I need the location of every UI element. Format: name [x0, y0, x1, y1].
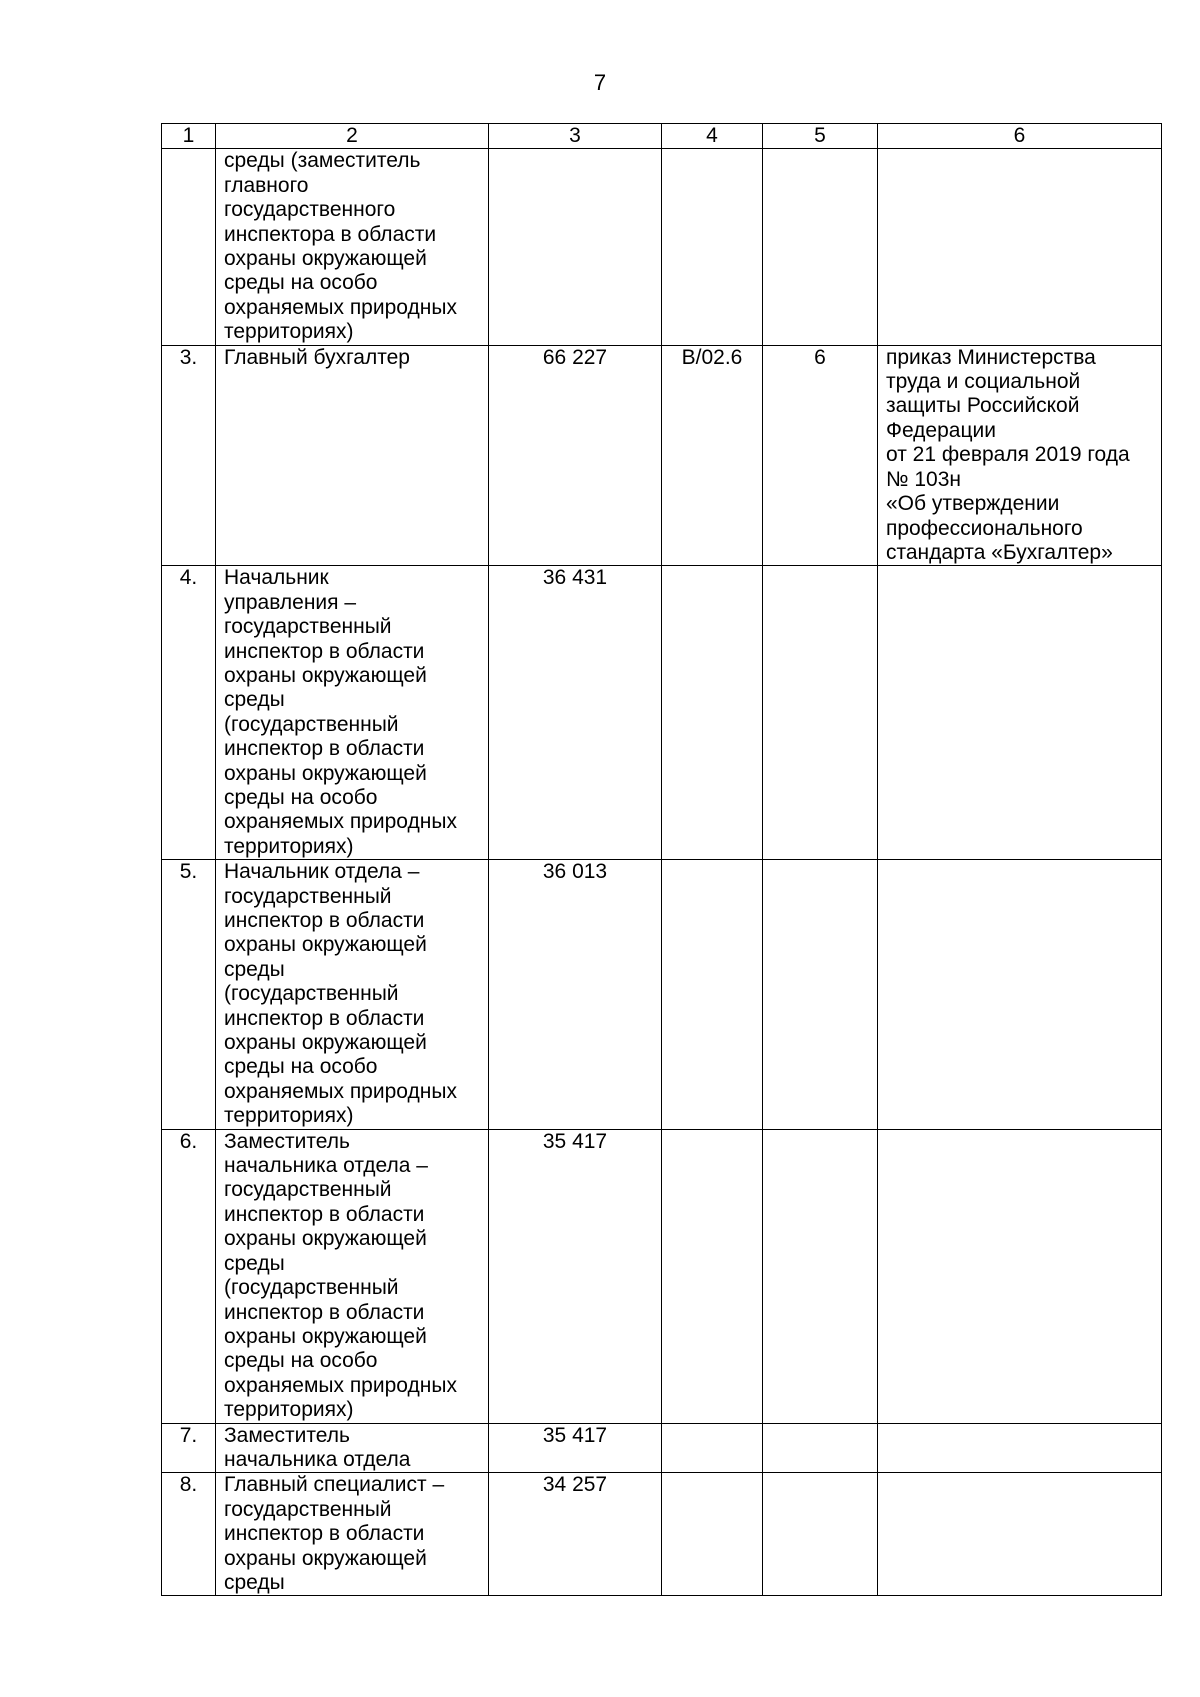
- column-header: 1: [162, 124, 216, 149]
- salary-cell: 36 013: [489, 860, 662, 1129]
- function-code-cell: [662, 1129, 763, 1423]
- table-row: [162, 566, 1162, 860]
- table-row: [162, 345, 1162, 566]
- position-name-cell: Главный бухгалтер: [216, 345, 489, 566]
- table-header-row: [162, 124, 1162, 149]
- row-number-cell: 5.: [162, 860, 216, 1129]
- row-number-cell: [162, 149, 216, 345]
- row-number-cell: 4.: [162, 566, 216, 860]
- standard-document-cell: [878, 1473, 1162, 1596]
- standard-document-cell: [878, 1423, 1162, 1473]
- staff-table: [161, 123, 1162, 1596]
- column-header: 3: [489, 124, 662, 149]
- function-code-cell: [662, 1423, 763, 1473]
- table-row: [162, 149, 1162, 345]
- standard-document-cell: [878, 1129, 1162, 1423]
- function-code-cell: [662, 860, 763, 1129]
- qualification-level-cell: [763, 860, 878, 1129]
- salary-cell: 36 431: [489, 566, 662, 860]
- position-name-cell: Начальник отдела – государственный инспектор в области охраны окружающей среды (государственный инспектор в области охраны окружающей среды на особо охраняемых природных территориях): [216, 860, 489, 1129]
- position-name-cell: Заместитель начальника отдела: [216, 1423, 489, 1473]
- qualification-level-cell: [763, 1473, 878, 1596]
- table-row: [162, 1473, 1162, 1596]
- salary-cell: [489, 149, 662, 345]
- salary-cell: 35 417: [489, 1129, 662, 1423]
- standard-document-cell: [878, 566, 1162, 860]
- position-name-cell: Начальник управления – государственный инспектор в области охраны окружающей среды (государственный инспектор в области охраны окружающей среды на особо охраняемых природных территориях): [216, 566, 489, 860]
- standard-document-cell: [878, 149, 1162, 345]
- column-header: 2: [216, 124, 489, 149]
- table-row: [162, 860, 1162, 1129]
- standard-document-cell: [878, 860, 1162, 1129]
- qualification-level-cell: [763, 1129, 878, 1423]
- qualification-level-cell: 6: [763, 345, 878, 566]
- function-code-cell: [662, 149, 763, 345]
- salary-cell: 34 257: [489, 1473, 662, 1596]
- function-code-cell: В/02.6: [662, 345, 763, 566]
- table-row: [162, 1423, 1162, 1473]
- column-header: 5: [763, 124, 878, 149]
- function-code-cell: [662, 566, 763, 860]
- row-number-cell: 6.: [162, 1129, 216, 1423]
- standard-document-cell: приказ Министерства труда и социальной защиты Российской Федерации от 21 февраля 2019 года № 103н «Об утверждении профессионального стандарта «Бухгалтер»: [878, 345, 1162, 566]
- salary-cell: 66 227: [489, 345, 662, 566]
- table-row: [162, 1129, 1162, 1423]
- row-number-cell: 8.: [162, 1473, 216, 1596]
- page-number: 7: [593, 70, 607, 95]
- column-header: 4: [662, 124, 763, 149]
- row-number-cell: 7.: [162, 1423, 216, 1473]
- row-number-cell: 3.: [162, 345, 216, 566]
- salary-cell: 35 417: [489, 1423, 662, 1473]
- position-name-cell: Главный специалист – государственный инспектор в области охраны окружающей среды: [216, 1473, 489, 1596]
- qualification-level-cell: [763, 566, 878, 860]
- position-name-cell: среды (заместитель главного государственного инспектора в области охраны окружающей среды на особо охраняемых природных территориях): [216, 149, 489, 345]
- function-code-cell: [662, 1473, 763, 1596]
- qualification-level-cell: [763, 149, 878, 345]
- column-header: 6: [878, 124, 1162, 149]
- qualification-level-cell: [763, 1423, 878, 1473]
- position-name-cell: Заместитель начальника отдела – государственный инспектор в области охраны окружающей среды (государственный инспектор в области охраны окружающей среды на особо охраняемых природных территориях): [216, 1129, 489, 1423]
